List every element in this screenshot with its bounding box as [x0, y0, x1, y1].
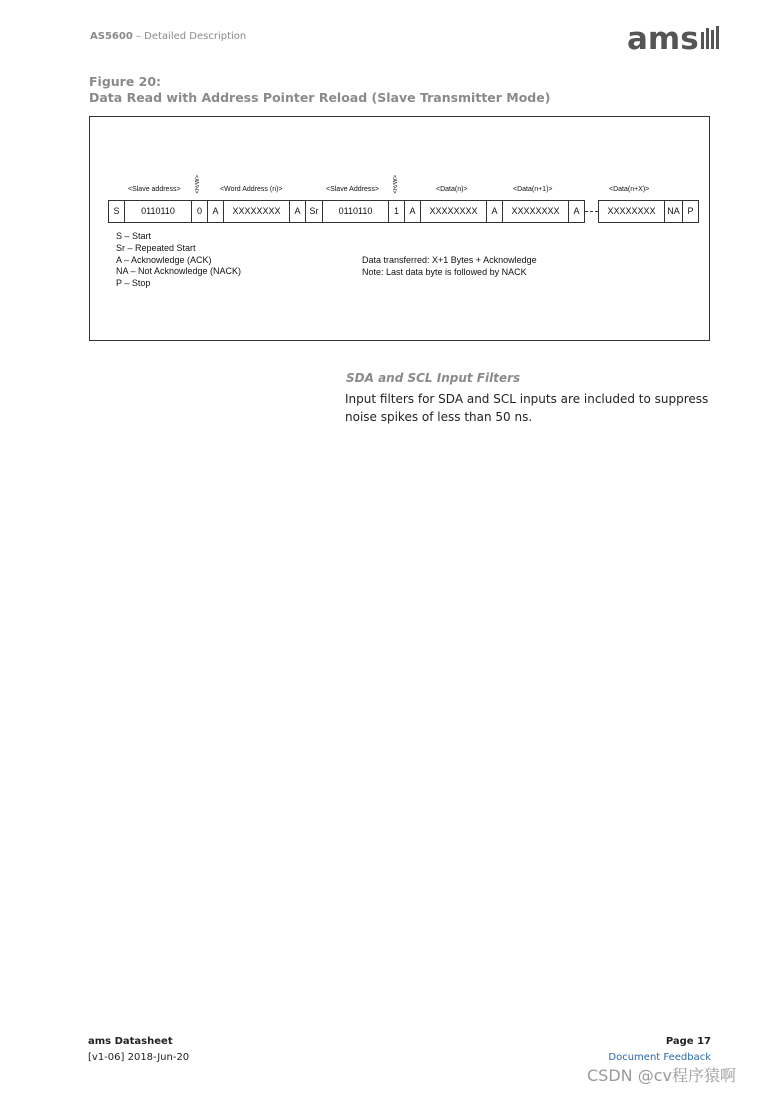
seq-cell-ack-5: A [568, 200, 585, 223]
seq-cell-ack-2: A [289, 200, 306, 223]
note-line: Note: Last data byte is followed by NACK [362, 266, 527, 277]
seq-cell-read-bit: 1 [388, 200, 405, 223]
footer-right [608, 1034, 711, 1066]
header-separator: – [135, 31, 141, 42]
note-line: Data transferred: X+1 Bytes + Acknowledge [362, 255, 537, 265]
seq-cell-nack: NA [664, 200, 683, 223]
seq-cell-slave-addr-1: 0110110 [124, 200, 192, 223]
footer-doc-name: ams Datasheet [88, 1036, 173, 1047]
diagram-notes [362, 255, 537, 279]
section-title: SDA and SCL Input Filters [346, 371, 521, 385]
figure-title: Data Read with Address Pointer Reload (Slave Transmitter Mode) [89, 90, 551, 105]
product-name: AS5600 [90, 31, 133, 42]
seq-cell-slave-addr-2: 0110110 [322, 200, 389, 223]
document-feedback-link[interactable]: Document Feedback [608, 1052, 711, 1063]
seq-cell-word-addr: XXXXXXXX [223, 200, 290, 223]
label-data-n1: <Data(n+1)> [513, 186, 553, 193]
footer-version: [v1-06] 2018-Jun-20 [88, 1052, 190, 1063]
label-rw-2: <R/W> [393, 175, 399, 194]
seq-cell-data-nx: XXXXXXXX [598, 200, 665, 223]
seq-cell-ack-4: A [486, 200, 503, 223]
seq-cell-data-n1: XXXXXXXX [502, 200, 569, 223]
ams-logo [627, 25, 719, 57]
footer-left [88, 1034, 189, 1066]
diagram-legend [116, 231, 241, 290]
label-data-nx: <Data(n+X)> [609, 186, 650, 193]
label-slave-address-1: <Slave address> [128, 186, 181, 193]
seq-cell-data-n: XXXXXXXX [420, 200, 487, 223]
legend-item: A – Acknowledge (ACK) [116, 254, 212, 265]
label-word-address: <Word Address (n)> [220, 186, 283, 193]
legend-item: Sr – Repeated Start [116, 242, 196, 253]
figure-number: Figure 20: [89, 74, 162, 89]
seq-cell-start: S [108, 200, 125, 223]
header-section: Detailed Description [144, 31, 247, 42]
label-rw-1: <R/W> [195, 175, 201, 194]
seq-cell-ack-3: A [404, 200, 421, 223]
page-number: Page 17 [665, 1036, 711, 1047]
seq-cell-repeated-start: Sr [305, 200, 323, 223]
seq-cell-write-bit: 0 [191, 200, 208, 223]
seq-cell-stop: P [682, 200, 699, 223]
running-header [90, 31, 246, 42]
legend-item: P – Stop [116, 278, 151, 289]
seq-continuation-dashes [585, 211, 598, 212]
label-data-n: <Data(n)> [436, 186, 468, 193]
legend-item: NA – Not Acknowledge (NACK) [116, 266, 242, 277]
legend-item: S – Start [116, 231, 152, 241]
logo-text: ams [627, 25, 699, 53]
watermark: CSDN @cv程序猿啊 [587, 1066, 736, 1085]
i2c-read-diagram [89, 116, 710, 341]
section-body: Input filters for SDA and SCL inputs are included to suppress noise spikes of less than 50 ns. [345, 392, 709, 424]
seq-cell-ack-1: A [207, 200, 224, 223]
label-slave-address-2: <Slave Address> [326, 186, 379, 193]
